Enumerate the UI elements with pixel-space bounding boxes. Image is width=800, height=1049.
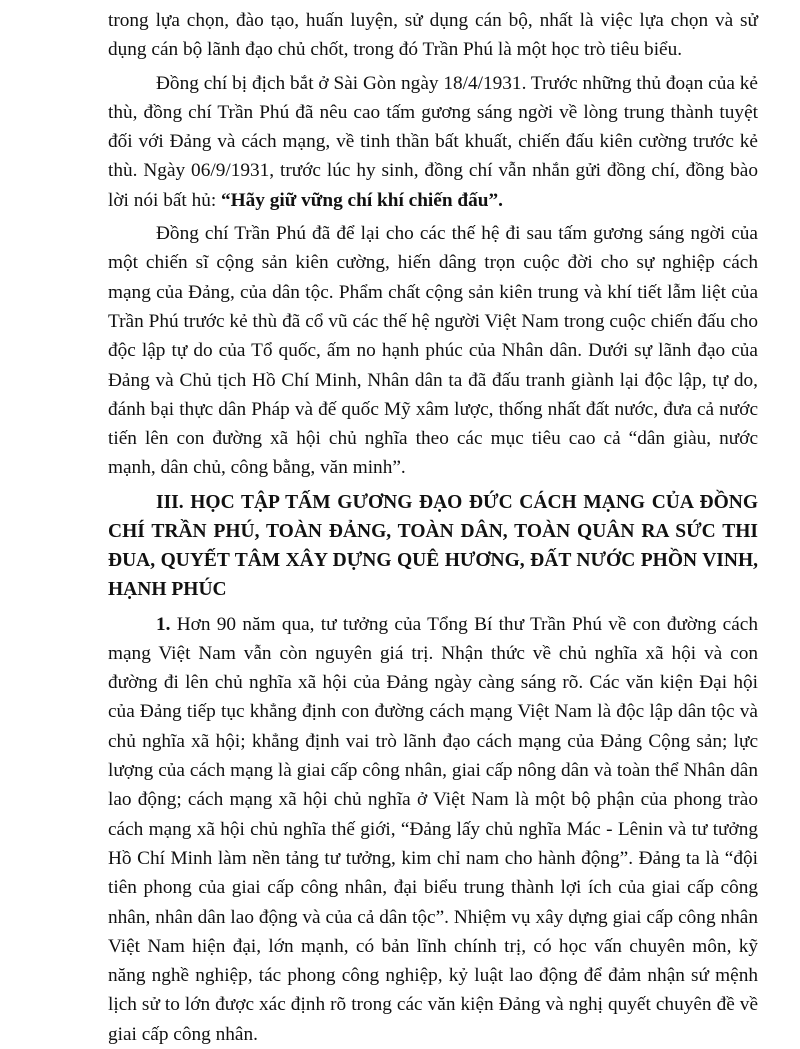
point-number: 1. [156,613,171,635]
famous-quote: “Hãy giữ vững chí khí chiến đấu”. [221,189,503,211]
paragraph-legacy: Đồng chí Trần Phú đã để lại cho các thế hệ đi sau tấm gương sáng ngời của một chiến sĩ cộng sản kiên cường, hiến dâng trọn cuộc đời cho sự nghiệp cách mạng của Đảng, của dân tộc. Phẩm chất cộng sản kiên trung và khí tiết lẫm liệt của Trần Phú trước kẻ thù đã cổ vũ các thế hệ người Việt Nam trong cuộc chiến đấu cho độc lập tự do của Tổ quốc, ấm no hạnh phúc của Nhân dân. Dưới sự lãnh đạo của Đảng và Chủ tịch Hồ Chí Minh, Nhân dân ta đã đấu tranh giành lại độc lập, tự do, đánh bại thực dân Pháp và đế quốc Mỹ xâm lược, thống nhất đất nước, đưa cả nước tiến lên con đường xã hội chủ nghĩa theo các mục tiêu cao cả “dân giàu, nước mạnh, dân chủ, công bằng, văn minh”. [108,223,758,479]
paragraph-arrest-text: Đồng chí bị địch bắt ở Sài Gòn ngày 18/4/1931. Trước những thủ đoạn của kẻ thù, đồng chí Trần Phú đã nêu cao tấm gương sáng ngời về lòng trung thành tuyệt đối với Đảng và cách mạng, về tinh thần bất khuất, chiến đấu kiên cường trước kẻ thù. Ngày 06/9/1931, trước lúc hy sinh, đồng chí vẫn nhắn gửi đồng chí, đồng bào lời nói bất hủ: [108,72,758,211]
document-page [108,0,758,1049]
section-heading: III. HỌC TẬP TẤM GƯƠNG ĐẠO ĐỨC CÁCH MẠNG CỦA ĐỒNG CHÍ TRẦN PHÚ, TOÀN ĐẢNG, TOÀN DÂN, TOÀN QUÂN RA SỨC THI ĐUA, QUYẾT TÂM XÂY DỰNG QUÊ HƯƠNG, ĐẤT NƯỚC PHỒN VINH, HẠNH PHÚC [108,491,758,601]
paragraph-arrest [108,69,758,215]
paragraph-point-1-text: Hơn 90 năm qua, tư tưởng của Tổng Bí thư Trần Phú về con đường cách mạng Việt Nam vẫn còn nguyên giá trị. Nhận thức về chủ nghĩa xã hội và con đường đi lên chủ nghĩa xã hội của Đảng ngày càng sáng rõ. Các văn kiện Đại hội của Đảng tiếp tục khẳng định con đường cách mạng Việt Nam là độc lập dân tộc và chủ nghĩa xã hội; khẳng định vai trò lãnh đạo cách mạng của Đảng Cộng sản; lực lượng của cách mạng là giai cấp công nhân, giai cấp nông dân và toàn thể Nhân dân lao động; cách mạng xã hội chủ nghĩa ở Việt Nam là một bộ phận của phong trào cách mạng xã hội chủ nghĩa thế giới, “Đảng lấy chủ nghĩa Mác - Lênin và tư tưởng Hồ Chí Minh làm nền tảng tư tưởng, kim chỉ nam cho hành động”. Đảng ta là “đội tiên phong của giai cấp công nhân, đại biểu trung thành lợi ích của giai cấp công nhân, nhân dân lao động và của cả dân tộc”. Nhiệm vụ xây dựng giai cấp công nhân Việt Nam hiện đại, lớn mạnh, có bản lĩnh chính trị, có học vấn chuyên môn, kỹ năng nghề nghiệp, tác phong công nghiệp, kỷ luật lao động để đảm nhận sứ mệnh lịch sử to lớn được xác định rõ trong các văn kiện Đảng và nghị quyết chuyên đề về giai cấp công nhân. [108,613,758,1045]
paragraph-continued: trong lựa chọn, đào tạo, huấn luyện, sử dụng cán bộ, nhất là việc lựa chọn và sử dụng cán bộ lãnh đạo chủ chốt, trong đó Trần Phú là một học trò tiêu biểu. [108,10,758,61]
paragraph-point-1 [108,610,758,1049]
